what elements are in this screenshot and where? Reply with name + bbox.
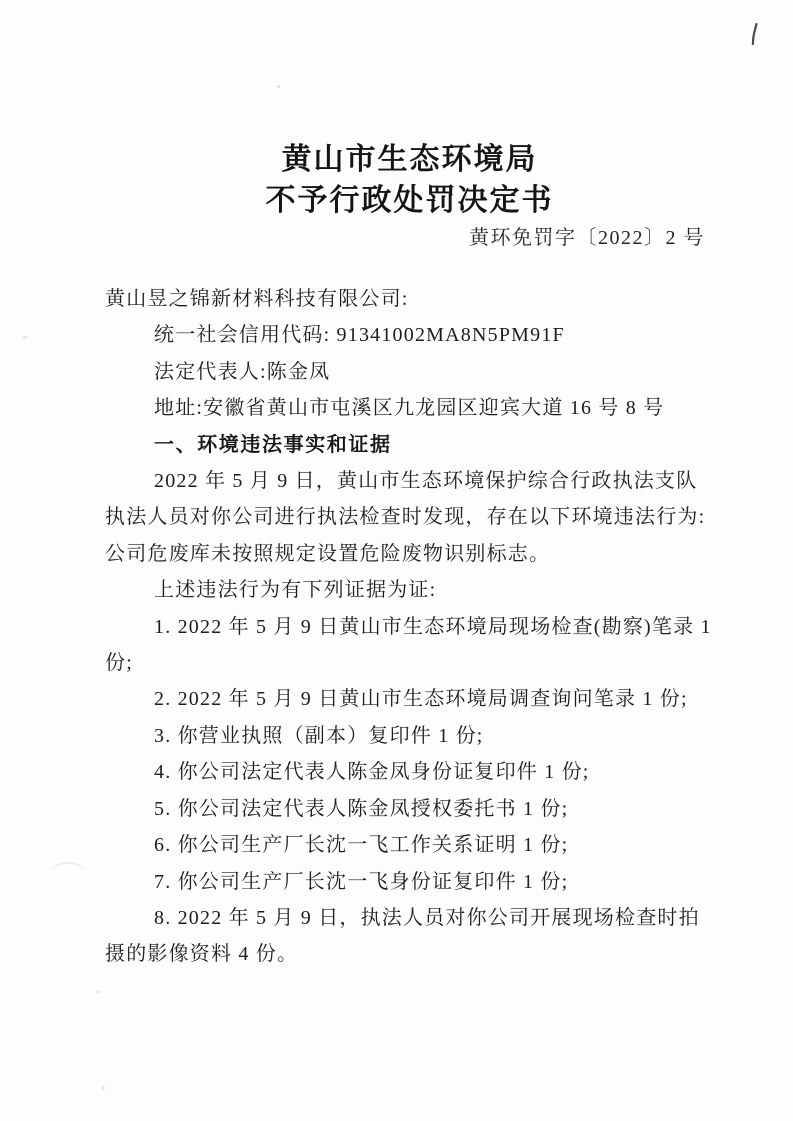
scan-speck <box>22 336 28 339</box>
evidence-item-1-cont: 份; <box>105 652 133 675</box>
body-line: 执法人员对你公司进行执法检查时发现，存在以下环境违法行为: <box>105 506 706 529</box>
evidence-item-7: 7. 你公司生产厂长沈一飞身份证复印件 1 份; <box>154 870 569 893</box>
evidence-item-2: 2. 2022 年 5 月 9 日黄山市生态环境局调查询问笔录 1 份; <box>154 688 688 711</box>
body-line: 2022 年 5 月 9 日，黄山市生态环境保护综合行政执法支队 <box>154 470 698 493</box>
legal-representative-line: 法定代表人:陈金凤 <box>154 360 331 383</box>
scan-speck <box>277 85 280 88</box>
body-line: 上述违法行为有下列证据为证: <box>154 579 437 602</box>
evidence-item-4: 4. 你公司法定代表人陈金凤身份证复印件 1 份; <box>154 761 590 784</box>
credit-code-line: 统一社会信用代码: 91341002MA8N5PM91F <box>154 324 565 347</box>
evidence-item-1: 1. 2022 年 5 月 9 日黄山市生态环境局现场检查(勘察)笔录 1 <box>154 615 712 638</box>
document-title-line2: 不予行政处罚决定书 <box>265 184 554 217</box>
evidence-item-8: 8. 2022 年 5 月 9 日，执法人员对你公司开展现场检查时拍 <box>154 906 700 929</box>
scan-smudge <box>48 862 88 890</box>
evidence-item-3: 3. 你营业执照（副本）复印件 1 份; <box>154 724 484 747</box>
address-line: 地址:安徽省黄山市屯溪区九龙园区迎宾大道 16 号 8 号 <box>154 397 665 420</box>
scan-speck <box>96 990 100 993</box>
section-heading: 一、环境违法事实和证据 <box>154 433 392 456</box>
document-number: 黄环免罚字〔2022〕2 号 <box>469 227 705 249</box>
evidence-item-5: 5. 你公司法定代表人陈金凤授权委托书 1 份; <box>154 797 569 820</box>
pen-stroke-artifact <box>748 23 760 47</box>
document-body <box>105 281 745 973</box>
evidence-item-6: 6. 你公司生产厂长沈一飞工作关系证明 1 份; <box>154 834 569 857</box>
body-line: 公司危废库未按照规定设置危险废物识别标志。 <box>105 542 551 565</box>
evidence-item-8-cont: 摄的影像资料 4 份。 <box>105 943 299 966</box>
recipient-line: 黄山昱之锦新材料科技有限公司: <box>105 288 409 310</box>
scan-speck <box>101 1086 105 1090</box>
document-title <box>0 139 793 221</box>
document-title-line1: 黄山市生态环境局 <box>281 143 538 176</box>
